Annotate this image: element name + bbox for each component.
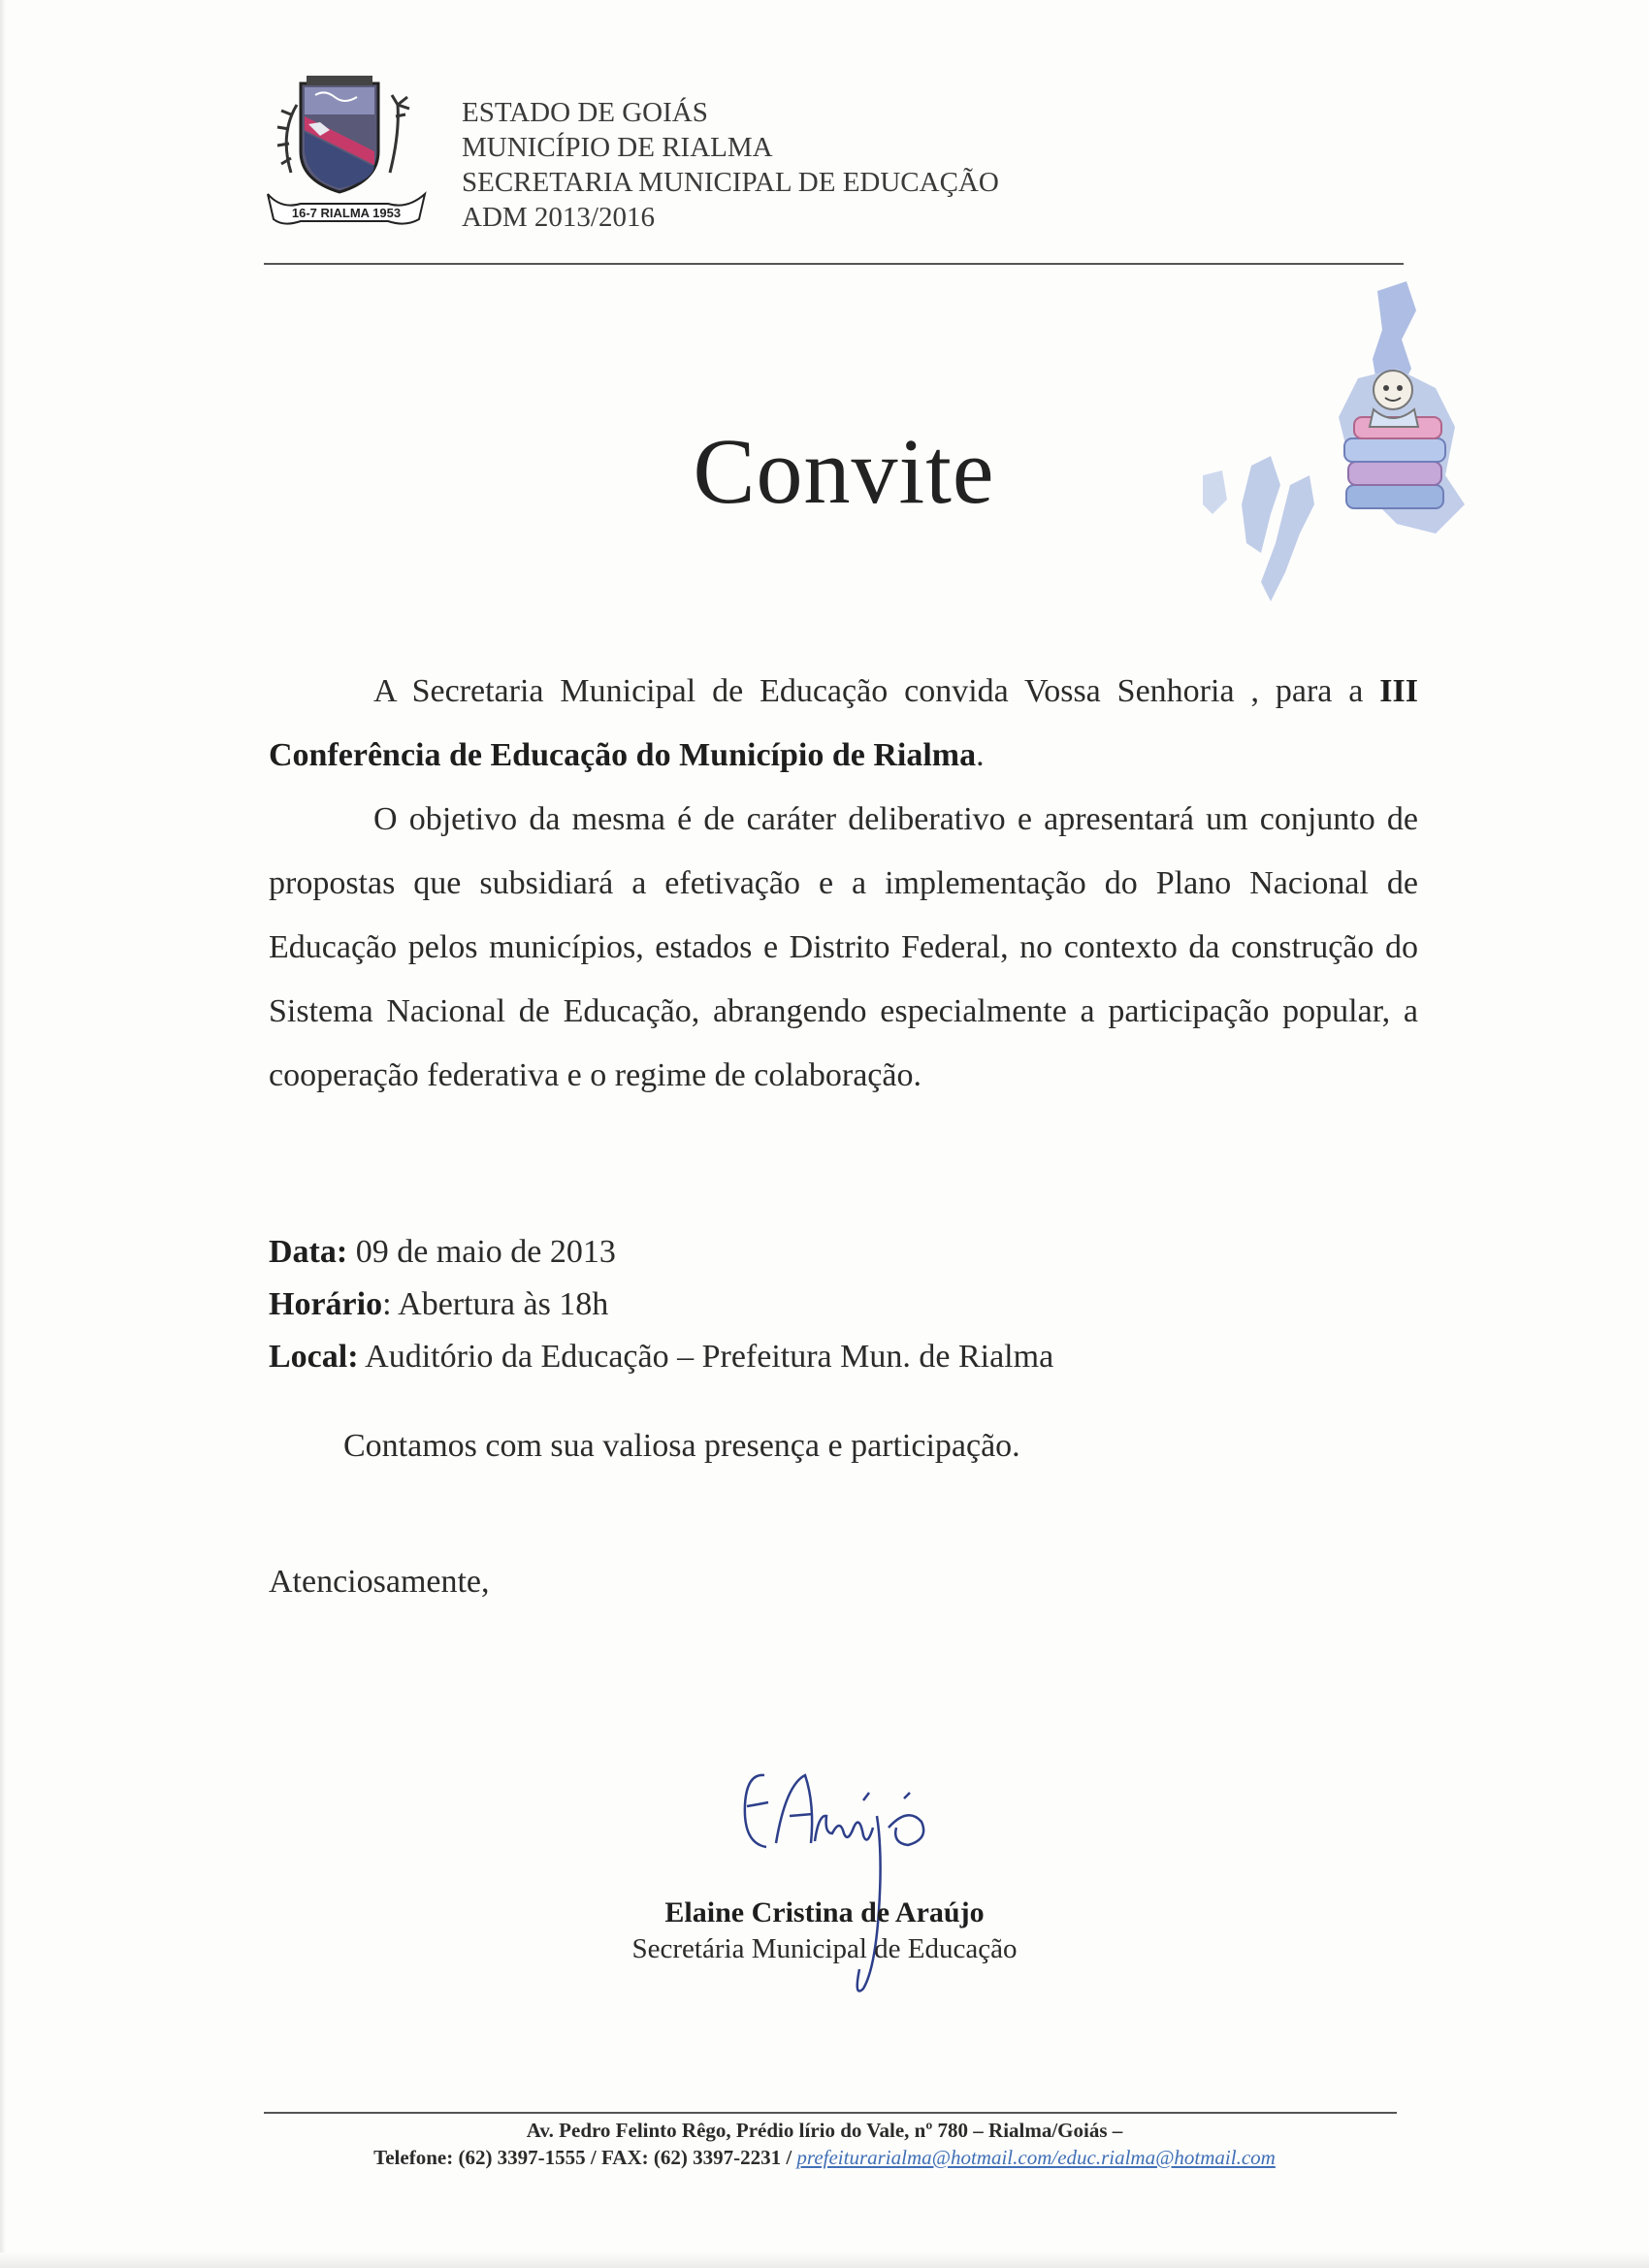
crest-ribbon-text: 16-7 RIALMA 1953 (291, 206, 402, 220)
date-value: 09 de maio de 2013 (347, 1234, 616, 1270)
footer-email-link[interactable]: prefeiturarialma@hotmail.com/educ.rialma@hotmail.com (796, 2146, 1276, 2169)
handwritten-signature (718, 1746, 970, 2018)
footer-divider (264, 2112, 1397, 2114)
footer-address: Av. Pedro Felinto Rêgo, Prédio lírio do Vale, nº 780 – Rialma/Goiás – (526, 2119, 1123, 2142)
time-label: Horário (269, 1286, 383, 1322)
letterhead-administration: ADM 2013/2016 (462, 202, 655, 233)
footer-contact (0, 2146, 1649, 2170)
conference-name: III Conferência de Educação do Município de Rialma (269, 673, 1418, 773)
signatory-role: Secretária Municipal de Educação (631, 1933, 1018, 1964)
municipal-crest-logo (262, 76, 432, 231)
footer-phone-fax: Telefone: (62) 3397-1555 / FAX: (62) 3397-2231 / (373, 2146, 797, 2169)
event-date (269, 1226, 1053, 1279)
letterhead (462, 95, 999, 235)
date-label: Data: (269, 1234, 348, 1270)
location-value: Auditório da Educação – Prefeitura Mun. de Rialma (358, 1339, 1054, 1375)
event-time (269, 1279, 1053, 1331)
time-value: : Abertura às 18h (382, 1286, 609, 1322)
page-title: Convite (693, 419, 995, 523)
invitation-body (269, 660, 1418, 1108)
paragraph-objective: O objetivo da mesma é de caráter deliberativo e apresentará um conjunto de propostas que subsidiará a efetivação e a implementação do Plano Nacional de Educação pelos municípios, estados e Distrito Federal, no contexto da construção do Sistema Nacional de Educação, abrangendo especialmente a participação popular, a cooperação federativa e o regime de colaboração. (269, 801, 1418, 1093)
event-location (269, 1331, 1053, 1383)
event-details (269, 1226, 1053, 1383)
letterhead-municipality: MUNICÍPIO DE RIALMA (462, 132, 773, 163)
location-label: Local: (269, 1339, 359, 1375)
closing-sentence: Contamos com sua valiosa presença e participação. (343, 1428, 1020, 1464)
signatory-name: Elaine Cristina de Araújo (664, 1896, 985, 1928)
scan-edge (0, 2252, 1649, 2268)
letterhead-department: SECRETARIA MUNICIPAL DE EDUCAÇÃO (462, 167, 999, 198)
letterhead-state: ESTADO DE GOIÁS (462, 97, 708, 128)
paragraph-invitation: A Secretaria Municipal de Educação convida Vossa Senhoria , para a III Conferência de Educação do Município de Rialma. (269, 673, 1418, 773)
regards: Atenciosamente, (269, 1564, 490, 1600)
header-divider (264, 263, 1404, 265)
